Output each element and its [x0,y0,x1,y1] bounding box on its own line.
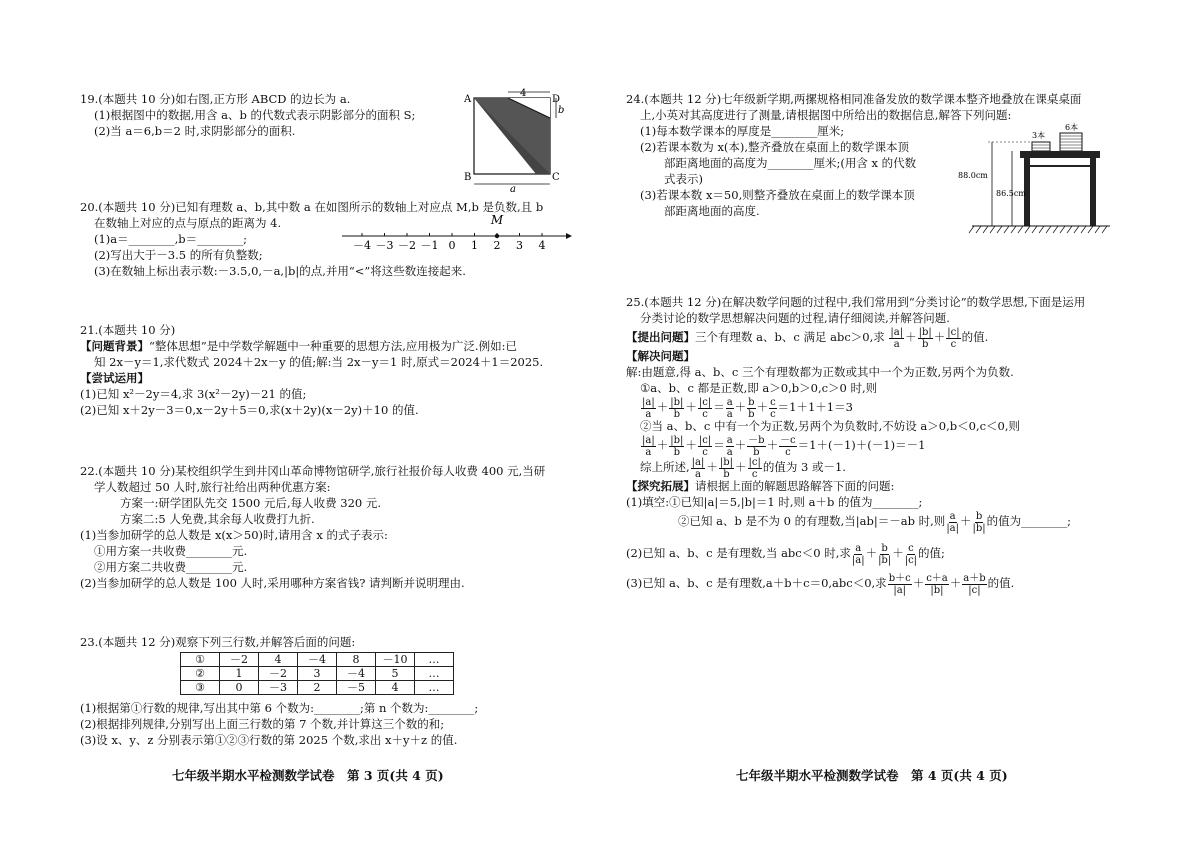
question-21 [80,322,543,418]
q22-stem2: 学人数超过 50 人时,旅行社给出两种优惠方案: [94,480,331,494]
table-row [181,681,454,695]
table-cell: 8 [337,653,376,667]
q25-raise-title: 【提出问题】 [626,330,695,344]
axis-label: －2 [398,239,416,252]
desk-books-figure [958,118,1112,243]
q21-bg-title: 【问题背景】 [80,339,149,353]
q25-s4-end: 的值为 3 或－1. [762,460,846,474]
axis-label: 2 [493,239,501,252]
q19-stem: 19.(本题共 10 分)如右图,正方形 ABCD 的边长为 a. [80,92,351,106]
table-cell: ① [181,653,220,667]
ground-hatch [1032,226,1037,233]
q22-part1: (1)当参加研学的总人数是 x(x＞50)时,请用含 x 的式子表示: [80,528,388,542]
question-19 [80,91,415,139]
table-cell: －10 [376,653,415,667]
q24-part1: (1)每本数学课本的厚度是________厘米; [640,124,845,138]
table-cell: … [415,653,454,667]
axis-label: 4 [538,239,546,252]
q25-s1: 解:由题意,得 a、b、c 三个有理数都为正数或其中一个为正数,另两个为负数. [626,365,1014,379]
q24-stem: 24.(本题共 12 分)七年级新学期,两摞规格相同准备发放的数学课本整齐地叠放在课桌桌面 [626,92,1082,106]
q25-e1b-end: 的值为________; [986,514,1072,528]
point-m-label: M [490,213,504,227]
q21-stem: 21.(本题共 10 分) [80,323,176,337]
ground-hatch [969,226,974,233]
q21-part1: (1)已知 x²－2y＝4,求 3(x²－2y)－21 的值; [80,387,307,401]
question-22 [80,463,545,591]
q19-part2: (2)当 a＝6,b＝2 时,求阴影部分的面积. [94,124,296,138]
q25-stem: 25.(本题共 12 分)在解决数学问题的过程中,我们常用到“分类讨论”的数学思想,下面是运用 [626,295,1086,309]
q25-solve-title: 【解决问题】 [626,349,695,363]
q23-stem: 23.(本题共 12 分)观察下列三行数,并解答后面的问题: [80,635,356,649]
ground-hatch [1067,226,1072,233]
q25-s3: ②当 a、b、c 中有一个为正数,另两个为负数时,不妨设 a＞0,b＜0,c＜0,则 [640,419,1021,433]
table-cell: ③ [181,681,220,695]
fig-vertex-b: B [464,172,472,183]
q25-explore-title: 【探究拓展】 [626,479,695,493]
q25-e2: (2)已知 a、b、c 是有理数,当 abc＜0 时,求 [626,546,851,560]
page-4-footer: 七年级半期水平检测数学试卷 第 4 页(共 4 页) [736,768,1008,783]
q22-plan1: 方案一:研学团队先交 1500 元后,每人收费 320 元. [120,496,382,510]
question-23-parts [80,700,478,748]
q25-s4: 综上所述, [640,460,690,474]
table-cell: －5 [337,681,376,695]
table-cell: … [415,681,454,695]
ground-hatch [1046,226,1051,233]
ground-hatch [1060,226,1065,233]
q22-part1b: ②用方案二共收费________元. [94,560,248,574]
q22-part2: (2)当参加研学的总人数是 100 人时,采用哪种方案省钱? 请判断并说明理由. [80,576,465,590]
axis-label: －3 [375,239,394,252]
table-cell: 2 [298,681,337,695]
table-row [181,667,454,681]
table-cell: 4 [376,681,415,695]
page-3-footer: 七年级半期水平检测数学试卷 第 3 页(共 4 页) [172,768,444,783]
ground-hatch [1039,226,1044,233]
q25-raise-end: 的值. [961,330,989,344]
q22-stem: 22.(本题共 10 分)某校组织学生到井冈山革命博物馆研学,旅行社报价每人收费 400 元,当研 [80,464,546,478]
q20-part3: (3)在数轴上标出表示数:－3.5,0,－a,|b|的点,并用“<”将这些数连接起来. [94,264,466,278]
q24-part2a: (2)若课本数为 x(本),整齐叠放在桌面上的数学课本顶 [640,140,910,154]
axis-label: 0 [448,239,456,252]
q25-s2: ①a、b、c 都是正数,即 a＞0,b＞0,c＞0 时,则 [640,381,878,395]
number-line [340,212,570,252]
q25-explore: 请根据上面的解题思路解答下面的问题: [695,479,895,493]
q24-stem2: 上,小英对其高度进行了测量,请根据图中所给出的数据信息,解答下列问题: [640,108,1012,122]
q20-stem: 20.(本题共 10 分)已知有理数 a、b,其中数 a 在如图所示的数轴上对应点 M,b 是负数,且 b [80,200,544,214]
ground-hatch [990,226,995,233]
q25-s3-eq: ＝1＋(－1)＋(－1)＝－1 [797,438,926,452]
ground-hatch [1102,226,1107,233]
table-cell: 1 [220,667,259,681]
q19-part1: (1)根据图中的数据,用含 a、b 的代数式表示阴影部分的面积 S; [94,108,416,122]
q25-raise: 三个有理数 a、b、c 满足 abc＞0,求 [695,330,885,344]
q24-part2b: 部距离地面的高度为________厘米;(用含 x 的代数 [664,156,917,170]
ground-hatch [1088,226,1093,233]
ground-hatch [1004,226,1009,233]
fig-label-b: b [558,105,565,116]
axis-label: －1 [420,239,439,252]
fig-vertex-d: D [552,94,561,105]
label-86-5cm: 86.5cm [996,189,1026,198]
ground-hatch [976,226,981,233]
q25-e1: (1)填空:①已知|a|＝5,|b|＝1 时,则 a＋b 的值为________; [626,495,923,509]
exam-page-4 [600,0,1200,849]
ground-hatch [1074,226,1079,233]
table-cell: 3 [298,667,337,681]
table-cell: ② [181,667,220,681]
ground-hatch [1018,226,1023,233]
table-cell: 4 [259,653,298,667]
label-6-books: 6本 [1065,123,1079,132]
table-cell: －3 [259,681,298,695]
q20-part1: (1)a＝________,b＝________; [94,232,248,246]
q25-stem2: 分类讨论的数学思想解决问题的过程,请仔细阅读,并解答问题. [640,311,950,325]
q23-part2: (2)根据排列规律,分别写出上面三行数的第 7 个数,并计算这三个数的和; [80,717,445,731]
q25-s2-eq: ＝1＋1＋1＝3 [777,400,853,414]
sequence-table [180,652,454,695]
axis-label: 1 [471,239,478,252]
ground-hatch [1011,226,1016,233]
q23-part3: (3)设 x、y、z 分别表示第①②③行数的第 2025 个数,求出 x＋y＋z 的值. [80,733,458,747]
axis-arrow [566,233,572,239]
point-m [495,234,499,238]
q25-e1b: ②已知 a、b 是不为 0 的有理数,当|ab|＝－ab 时,则 [678,514,946,528]
q25-e3-end: 的值. [987,576,1015,590]
q24-part3b: 部距离地面的高度. [664,204,760,218]
ground-hatch [1053,226,1058,233]
label-3-books: 3本 [1032,131,1046,140]
q21-bg1: “整体思想”是中学数学解题中一种重要的思想方法,应用极为广泛.例如:已 [149,339,517,353]
fig-vertex-a: A [464,94,472,105]
ground-hatch [1095,226,1100,233]
fig-label-4: 4 [520,88,527,99]
table-cell: －4 [298,653,337,667]
q24-part2c: 式表示) [664,172,703,186]
fig-label-a: a [510,184,516,195]
table-cell: －2 [220,653,259,667]
q25-e3: (3)已知 a、b、c 是有理数,a＋b＋c＝0,abc＜0,求 [626,576,887,590]
label-88cm: 88.0cm [958,171,988,180]
table-cell: 5 [376,667,415,681]
square-figure [460,88,570,196]
q23-part1: (1)根据第①行数的规律,写出其中第 6 个数为:________;第 n 个数为:________; [80,701,479,715]
axis-label: 3 [516,239,523,252]
ground-hatch [1025,226,1030,233]
table-row [181,653,454,667]
table-cell: … [415,667,454,681]
question-23 [80,634,355,650]
q21-try-title: 【尝试运用】 [80,371,149,385]
q20-stem2: 在数轴上对应的点与原点的距离为 4. [94,216,282,230]
question-25: 25.(本题共 12 分)在解决数学问题的过程中,我们常用到“分类讨论”的数学思想,下面是运用 分类讨论的数学思想解决问题的过程,请仔细阅读,并解答问题. 【提出问题】三个有理数 a、b、c 满足 abc＞0,求 $\frac{|a|}{a}$ ＋ $\frac{|b|}{b}$ ＋ $\frac{|c|}{c}$ 的值. 【解决问题】 解:由题意,得 a、b、c 三个有理数都为正数或其中一个为正数,另两个为负数. ①a、b、c 都是正数,即 a＞0,b＞0,c＞0 时,则 $\frac{|a|}{a}$ ＋ $\frac{|b|}{b}$ ＋ $\frac{|c|}{c}$ ＝ $\frac{a}{a}$ ＋ $\frac{b}{b}$ ＋ $\frac{c}{c}$ ＝1＋1＋1＝3 ②当 a、b、c 中有一个为正数,另两个为负数时,不妨设 a＞0,b＜0,c＜0,则 $\frac{|a|}{a}$ ＋ $\frac{|b|}{b}$ ＋ $\frac{|c|}{c}$ ＝ $\frac{a}{a}$ ＋ $\frac{-b}{b}$ ＋ $\frac{-c}{c}$ ＝1＋(－1)＋(－1)＝－1 综上所述, $\frac{|a|}{a}$ ＋ $\frac{|b|}{b}$ ＋ $\frac{|c|}{c}$ 的值为 3 或－1. 【探究拓展】请根据上面的解题思路解答下面的问题: (1)填空:①已知|a|＝5,|b|＝1 时,则 a＋b 的值为________; ②已知 a、b 是不为 0 的有理数,当|ab|＝－ab 时,则 $\frac{a}{|a|}$ ＋ $\frac{b}{|b|}$ 的值为________; (2)已知 a、b、c 是有理数,当 abc＜0 时,求 $\frac{a}{|a|}$ ＋ $\frac{b}{|b|}$ ＋ $\frac{c}{|c|}$ 的值; (3)已知 a、b、c 是有理数,a＋b＋c＝0,abc＜0,求 $\frac{b+c}{|a|}$ ＋ $\frac{c+a}{|b|}$ ＋ $\frac{a+b}{|c|}$ 的值. [626,295,1086,596]
axis-label: －4 [353,239,371,252]
fig-vertex-c: C [552,172,560,183]
q22-part1a: ①用方案一共收费________元. [94,544,248,558]
q25-e2-end: 的值; [918,546,945,560]
q21-part2: (2)已知 x＋2y－3＝0,x－2y＋5＝0,求(x＋2y)(x－2y)＋10 的值. [80,403,419,417]
table-cell: －2 [259,667,298,681]
ground-hatch [997,226,1002,233]
ground-hatch [983,226,988,233]
table-cell: －4 [337,667,376,681]
q22-plan2: 方案二:5 人免费,其余每人收费打九折. [120,512,315,526]
q21-bg2: 知 2x－y＝1,求代数式 2024＋2x－y 的值;解:当 2x－y＝1 时,原式＝2024＋1＝2025. [94,355,544,369]
q24-part3a: (3)若课本数 x＝50,则整齐叠放在桌面上的数学课本顶 [640,188,915,202]
q20-part2: (2)写出大于－3.5 的所有负整数; [94,248,263,262]
table-cell: 0 [220,681,259,695]
ground-hatch [1081,226,1086,233]
